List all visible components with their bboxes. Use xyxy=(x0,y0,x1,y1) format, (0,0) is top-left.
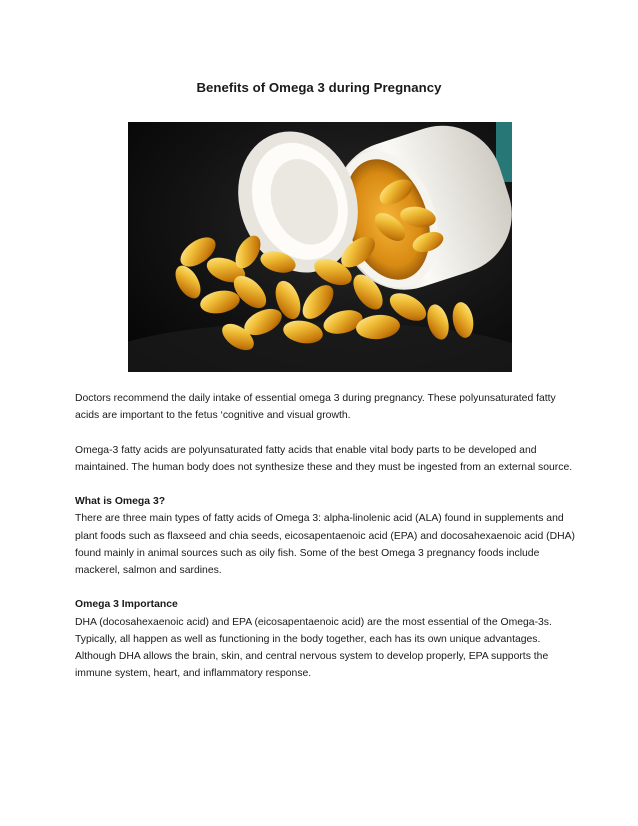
omega-3-definition-paragraph: Omega-3 fatty acids are polyunsaturated fatty acids that enable vital body parts to be developed and maintained. The human body does not synthesize these and they must be ingested from an external source. xyxy=(75,444,573,473)
omega-3-capsules-photo xyxy=(128,122,512,372)
section-what-is-omega-3 xyxy=(75,493,575,579)
section-text: DHA (docosahexaenoic acid) and EPA (eicosapentaenoic acid) are the most essential of the Omega-3s. Typically, all happen as well as functioning in the body together, each has its own unique advantages. Although DHA allows the brain, skin, and central nervous system to develop properly, EPA supports the immune system, heart, and inflammatory response. xyxy=(75,616,552,680)
section-omega-3-importance xyxy=(75,596,575,682)
section-heading: Omega 3 Importance xyxy=(75,599,178,611)
document-body xyxy=(75,390,575,700)
section-text: There are three main types of fatty acids of Omega 3: alpha-linolenic acid (ALA) found in supplements and plant foods such as flaxseed and chia seeds, eicosapentaenoic acid (EPA) and docosahexaenoic acid (DHA) found mainly in animal sources such as oily fish. Some of the best Omega 3 pregnancy foods include mackerel, salmon and sardines. xyxy=(75,513,576,576)
intro-paragraph: Doctors recommend the daily intake of essential omega 3 during pregnancy. These polyunsaturated fatty acids are important to the fetus ‘cognitive and visual growth. xyxy=(75,393,556,422)
page-title: Benefits of Omega 3 during Pregnancy xyxy=(196,80,442,95)
section-heading: What is Omega 3? xyxy=(75,496,166,508)
